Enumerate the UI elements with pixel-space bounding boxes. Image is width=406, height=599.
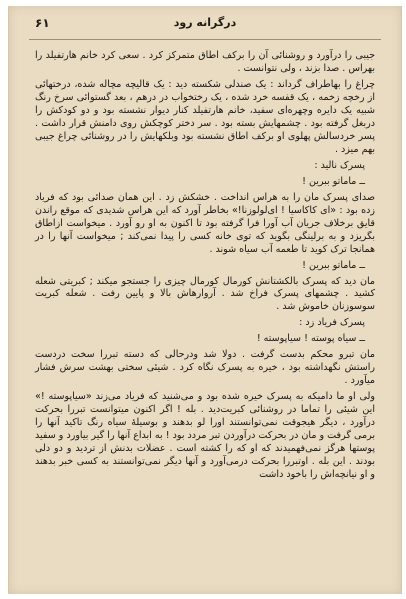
paragraph: چراغ را بهاطراف گرداند : یک صندلی شکسته دید : یک قالیچه مچاله شده، درختهائی از رخچه زخمه ، یک قفسه خرد شده ، یک رختخواب در درهم ، بعد گستوائی سرخ رنگ شبیه یک دایره وچهره‌ای سفید، خانم هارتفیلد کنار دیوار نشسته بود و دو کودکش را دربغل گرفته بود . چشمهایش بسته بود . سر دختر کوچکش روی دامنش قرار داشت . پسر خردسالش پهلوی او برکف اطاق نشسته بود وبلکهایش را در روشنائی چراغ جیبی بهم میزد . [35, 78, 375, 155]
page-header [35, 16, 375, 36]
header-divider [29, 39, 381, 40]
dialogue-line: پسرک فریاد زد : [299, 317, 365, 329]
dialogue-line: پسرک نالید : [314, 159, 365, 171]
dialogue-line: ــ ماماتو ببرین ! [302, 175, 365, 187]
book-page [8, 6, 402, 594]
page-body [35, 50, 375, 576]
dialogue-line: ــ ماماتو ببرین ! [302, 259, 365, 271]
dialogue-line: ــ سیاه پوسته ! سیاپوسته ! [256, 333, 365, 345]
page-number: ۶۱ [35, 16, 50, 30]
paragraph: صدای پسرک مان را به هراس انداخت . خشکش زد . این همان صدائی بود که فریاد زده بود : «ای کاکاسیا ! ای‌لولوزنا!» بخاطر آورد که این هراس شدیدی که موقع راندن قایق برخلاف جریان آب آورا فرا گرفته بود تا اکنون به او رو آورد . میخواست ازاطاق بگریزد و به برلینگی بگوید که توی خانه کسی را پیدا نمی‌کند ; میخواست آنها را در همانجا ترک کوید تا طعمه آب سیاه شوند . [35, 191, 375, 255]
paragraph: مان تبرو محکم بدست گرفت . دولا شد ودرحالی که دسته تبررا سخت دردست راستش نگهداشته بود ، خیره به پسرک نگاه کرد . شیئی سختی بهشت سرش فشار میآورد . [35, 349, 375, 387]
paragraph: مان دید که پسرک بالکشتانش کورمال کورمال چیزی را جستجو میکند ; کبریتی شعله کشید . چشمهای پسرک فراخ شد . آروارهاش بالا و پایین رفت . شعله کبریت سوسوزنان خاموش شد . [35, 275, 375, 313]
running-title: درگرانه رود [173, 16, 237, 29]
paragraph: جیبی را درآورد و روشنائی آن را برکف اطاق متمرکز کرد . سعی کرد خانم هارتفیلد را بهراس . صدا بزند ، ولی نتوانست . [35, 50, 375, 74]
paragraph: ولی او ما دامیکه به پسرک خیره شده بود و می‌شنید که فریاد می‌زند «سیاپوسته !» این شیئی را تماما در روشنائی کبریت‌دید . بله ! اگر اکنون میتوانست تبررا بحرکت درآورد ، دیگر هیجوقت نمی‌توانستند اورا لو بدهند و بوسیلهٔ سیاه رنگ تاکید آنها را برمی گرفت و مان در بحرکت درآوردن تبر مردد بود ! به ابداع آنها را گیر بیاورد و سفید پوستها هرگز نمی‌فهمیدند که او که را کشته است . عضلات بدنش از تردید و دو دلی بودند . این بله . اوتبررا بحرکت درمی‌آورد و آنها دیگر نمی‌توانستند به کسی خبر بدهند و او نیانچه‌اش را باخود داشت [35, 391, 375, 481]
